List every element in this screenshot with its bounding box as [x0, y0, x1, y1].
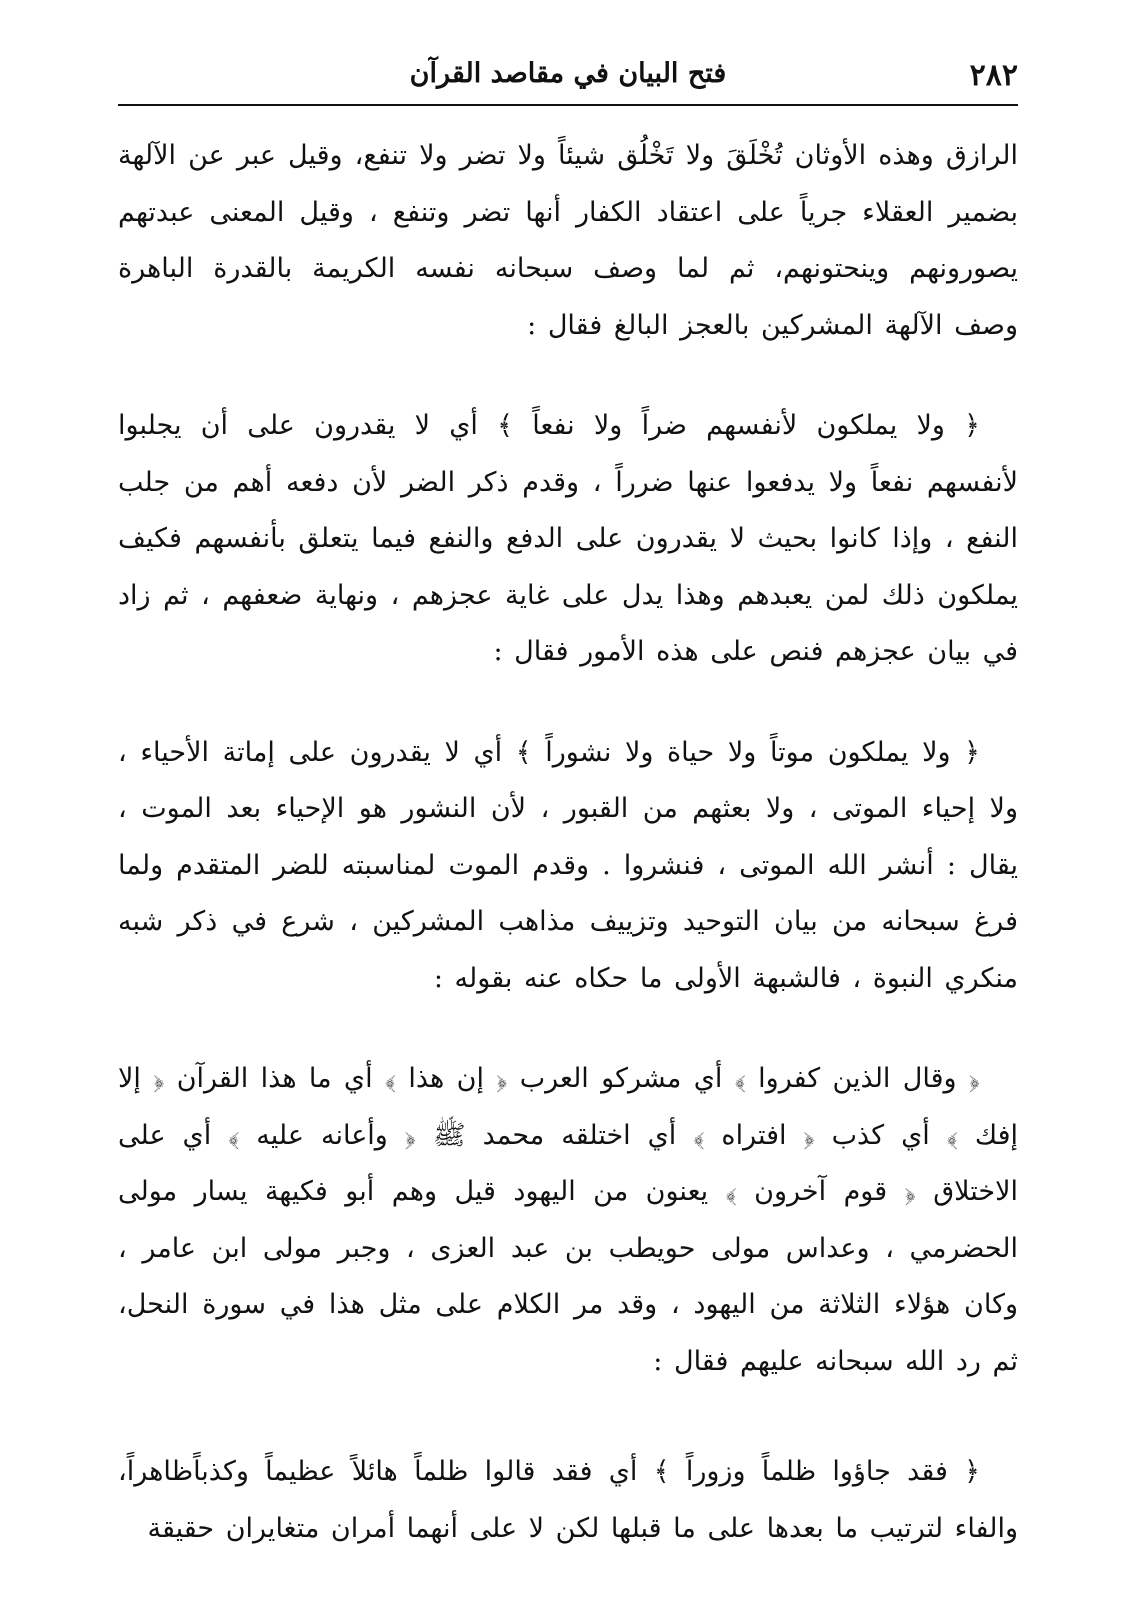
paragraph-5: ﴿ فقد جاؤوا ظلماً وزوراً ﴾ أي فقد قالوا ظلماً هائلاً عظيماً وكذباًظاهراً، والفاء لترتيب ما بعدها على ما قبلها لكن لا على أنهما أمران متغايران حقيقة [118, 1456, 1018, 1544]
page-body [118, 128, 1018, 1603]
page-header [118, 48, 1018, 104]
paragraph-1: الرازق وهذه الأوثان تُخْلَقَ ولا تَخْلُق شيئاً ولا تضر ولا تنفع، وقيل عبر عن الآلهة بضمير العقلاء جرياً على اعتقاد الكفار أنها تضر وتنفع ، وقيل المعنى عبدتهم يصورونهم وينحتونهم، ثم لما وصف سبحانه نفسه الكريمة بالقدرة الباهرة وصف الآلهة المشركين بالعجز البالغ فقال : [118, 140, 1018, 341]
page-number: ٢٨٢ [969, 58, 1018, 93]
paragraph-3: ﴿ ولا يملكون موتاً ولا حياة ولا نشوراً ﴾ أي لا يقدرون على إماتة الأحياء ، ولا إحياء الموتى ، ولا بعثهم من القبور ، لأن النشور هو الإحياء بعد الموت ، يقال : أنشر الله الموتى ، فنشروا . وقدم الموت لمناسبته للضر المتقدم ولما فرغ سبحانه من بيان التوحيد وتزييف مذاهب المشركين ، شرع في ذكر شبه منكري النبوة ، فالشبهة الأولى ما حكاه عنه بقوله : [118, 736, 1018, 994]
header-divider [118, 104, 1018, 106]
paragraph-4: ﴿ وقال الذين كفروا ﴾ أي مشركو العرب ﴿ إن هذا ﴾ أي ما هذا القرآن ﴿ إلا إفك ﴾ أي كذب ﴿ افتراه ﴾ أي اختلقه محمد ﷺ ﴿ وأعانه عليه ﴾ أي على الاختلاق ﴿ قوم آخرون ﴾ يعنون من اليهود قيل وهم أبو فكيهة يسار مولى الحضرمي ، وعداس مولى حويطب بن عبد العزى ، وجبر مولى ابن عامر ، وكان هؤلاء الثلاثة من اليهود ، وقد مر الكلام على مثل هذا في سورة النحل، ثم رد الله سبحانه عليهم فقال : [118, 1063, 1018, 1377]
running-title: فتح البيان في مقاصد القرآن [409, 58, 727, 89]
paragraph-2: ﴿ ولا يملكون لأنفسهم ضراً ولا نفعاً ﴾ أي لا يقدرون على أن يجلبوا لأنفسهم نفعاً ولا يدفعوا عنها ضرراً ، وقدم ذكر الضر لأن دفعه أهم من جلب النفع ، وإذا كانوا بحيث لا يقدرون على الدفع والنفع فيما يتعلق بأنفسهم فكيف يملكون ذلك لمن يعبدهم وهذا يدل على غاية عجزهم ، ونهاية ضعفهم ، ثم زاد في بيان عجزهم فنص على هذه الأمور فقال : [118, 410, 1018, 667]
